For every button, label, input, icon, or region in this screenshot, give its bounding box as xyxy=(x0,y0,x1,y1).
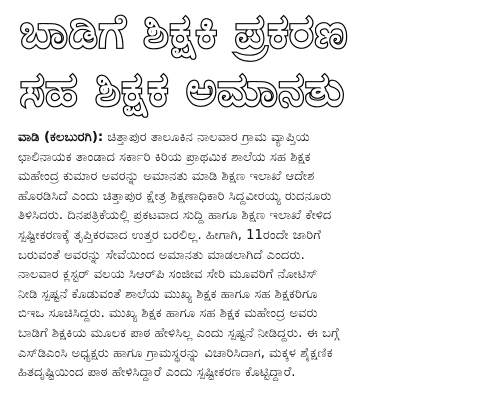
article-line-6: ಸ್ಪಷ್ಟೀಕರಣಕ್ಕೆ ತೃಪ್ತಿಕರವಾದ ಉತ್ತರ ಬರಲಿಲ್ಲ. ಹೀಗಾಗಿ, 11ರಂದೇ ಜಾರಿಗೆ xyxy=(18,227,321,243)
article-line-4: ಹೊರಡಿಸಿದೆ ಎಂದು ಚಿತ್ತಾಪುರ ಕ್ಷೇತ್ರ ಶಿಕ್ಷಣಾಧಿಕಾರಿ ಸಿದ್ದವೀರಯ್ಯ ರುದನೂರು xyxy=(18,188,332,204)
article-body xyxy=(18,128,474,383)
dateline: ವಾಡಿ (ಕಲಬುರಗಿ): xyxy=(18,130,104,145)
headline-line-1: ಬಾಡಿಗೆ ಶಿಕ್ಷಕಿ ಪ್ರಕರಣ xyxy=(20,4,349,58)
article-line-11: ಬಾಡಿಗೆ ಶಿಕ್ಷಕಿಯ ಮೂಲಕ ಪಾಠ ಹೇಳಿಸಿಲ್ಲ ಎಂದು ಸ್ಪಷ್ಟನೆ ನೀಡಿದ್ದರು. ಈ ಬಗ್ಗೆ xyxy=(18,325,340,341)
article-line-13: ಹಿತದೃಷ್ಟಿಯಿಂದ ಪಾಠ ಹೇಳಿಸಿದ್ದಾರೆ ಎಂದು ಸ್ಪಷ್ಟೀಕರಣ ಕೊಟ್ಟಿದ್ದಾರೆ. xyxy=(18,365,296,381)
article-line-9: ನೀಡಿ ಸ್ಪಷ್ಟನೆ ಕೊಡುವಂತೆ ಶಾಲೆಯ ಮುಖ್ಯ ಶಿಕ್ಷಕ ಹಾಗೂ ಸಹ ಶಿಕ್ಷಕರಿಗೂ xyxy=(18,286,318,302)
article-line-1-text: ಚಿತ್ತಾಪುರ ತಾಲೂಕಿನ ನಾಲವಾರ ಗ್ರಾಮ ವ್ಯಾಪ್ತಿಯ xyxy=(107,130,310,145)
article-line-7: ಬರುವಂತೆ ಅವರನ್ನು ಸೇವೆಯಿಂದ ಅಮಾನತು ಮಾಡಲಾಗಿದೆ ಎಂದರು. xyxy=(18,247,305,263)
article-line-2: ಛಾಲಿನಾಯಕ ತಾಂಡಾದ ಸರ್ಕಾರಿ ಕಿರಿಯ ಪ್ರಾಥಮಿಕ ಶಾಲೆಯ ಸಹ ಶಿಕ್ಷಕ xyxy=(18,149,311,165)
headline-line-2: ಸಹ ಶಿಕ್ಷಕ ಅಮಾನತು xyxy=(20,62,346,116)
article-line-3: ಮಹೇಂದ್ರ ಕುಮಾರ ಅವರನ್ನು ಅಮಾನತು ಮಾಡಿ ಶಿಕ್ಷಣ ಇಲಾಖೆ ಆದೇಶ xyxy=(18,169,315,185)
article-line-10: ಬಿಇಒ ಸೂಚಿಸಿದ್ದರು. ಮುಖ್ಯ ಶಿಕ್ಷಕ ಹಾಗೂ ಸಹ ಶಿಕ್ಷಕ ಮಹೇಂದ್ರ ಅವರು xyxy=(18,306,318,322)
article-line-5: ತಿಳಿಸಿದರು. ದಿನಪತ್ರಿಕೆಯಲ್ಲಿ ಪ್ರಕಟವಾದ ಸುದ್ದಿ ಹಾಗೂ ಶಿಕ್ಷಣ ಇಲಾಖೆ ಕೇಳಿದ xyxy=(18,208,332,224)
article-line-1 xyxy=(18,128,474,148)
article-line-8: ನಾಲವಾರ ಕ್ಲಸ್ಟರ್ ವಲಯ ಸಿಆರ್‌ಪಿ ಸಂಜೀವ ಸೇರಿ ಮೂವರಿಗೆ ನೋಟಿಸ್ xyxy=(18,267,318,283)
article-line-12: ಎಸ್‌ಡಿಎಂಸಿ ಅಧ್ಯಕ್ಷರು ಹಾಗೂ ಗ್ರಾಮಸ್ಥರನ್ನು ವಿಚಾರಿಸಿದಾಗ, ಮಕ್ಕಳ ಶೈಕ್ಷಣಿಕ xyxy=(18,345,333,361)
headline xyxy=(20,2,470,118)
